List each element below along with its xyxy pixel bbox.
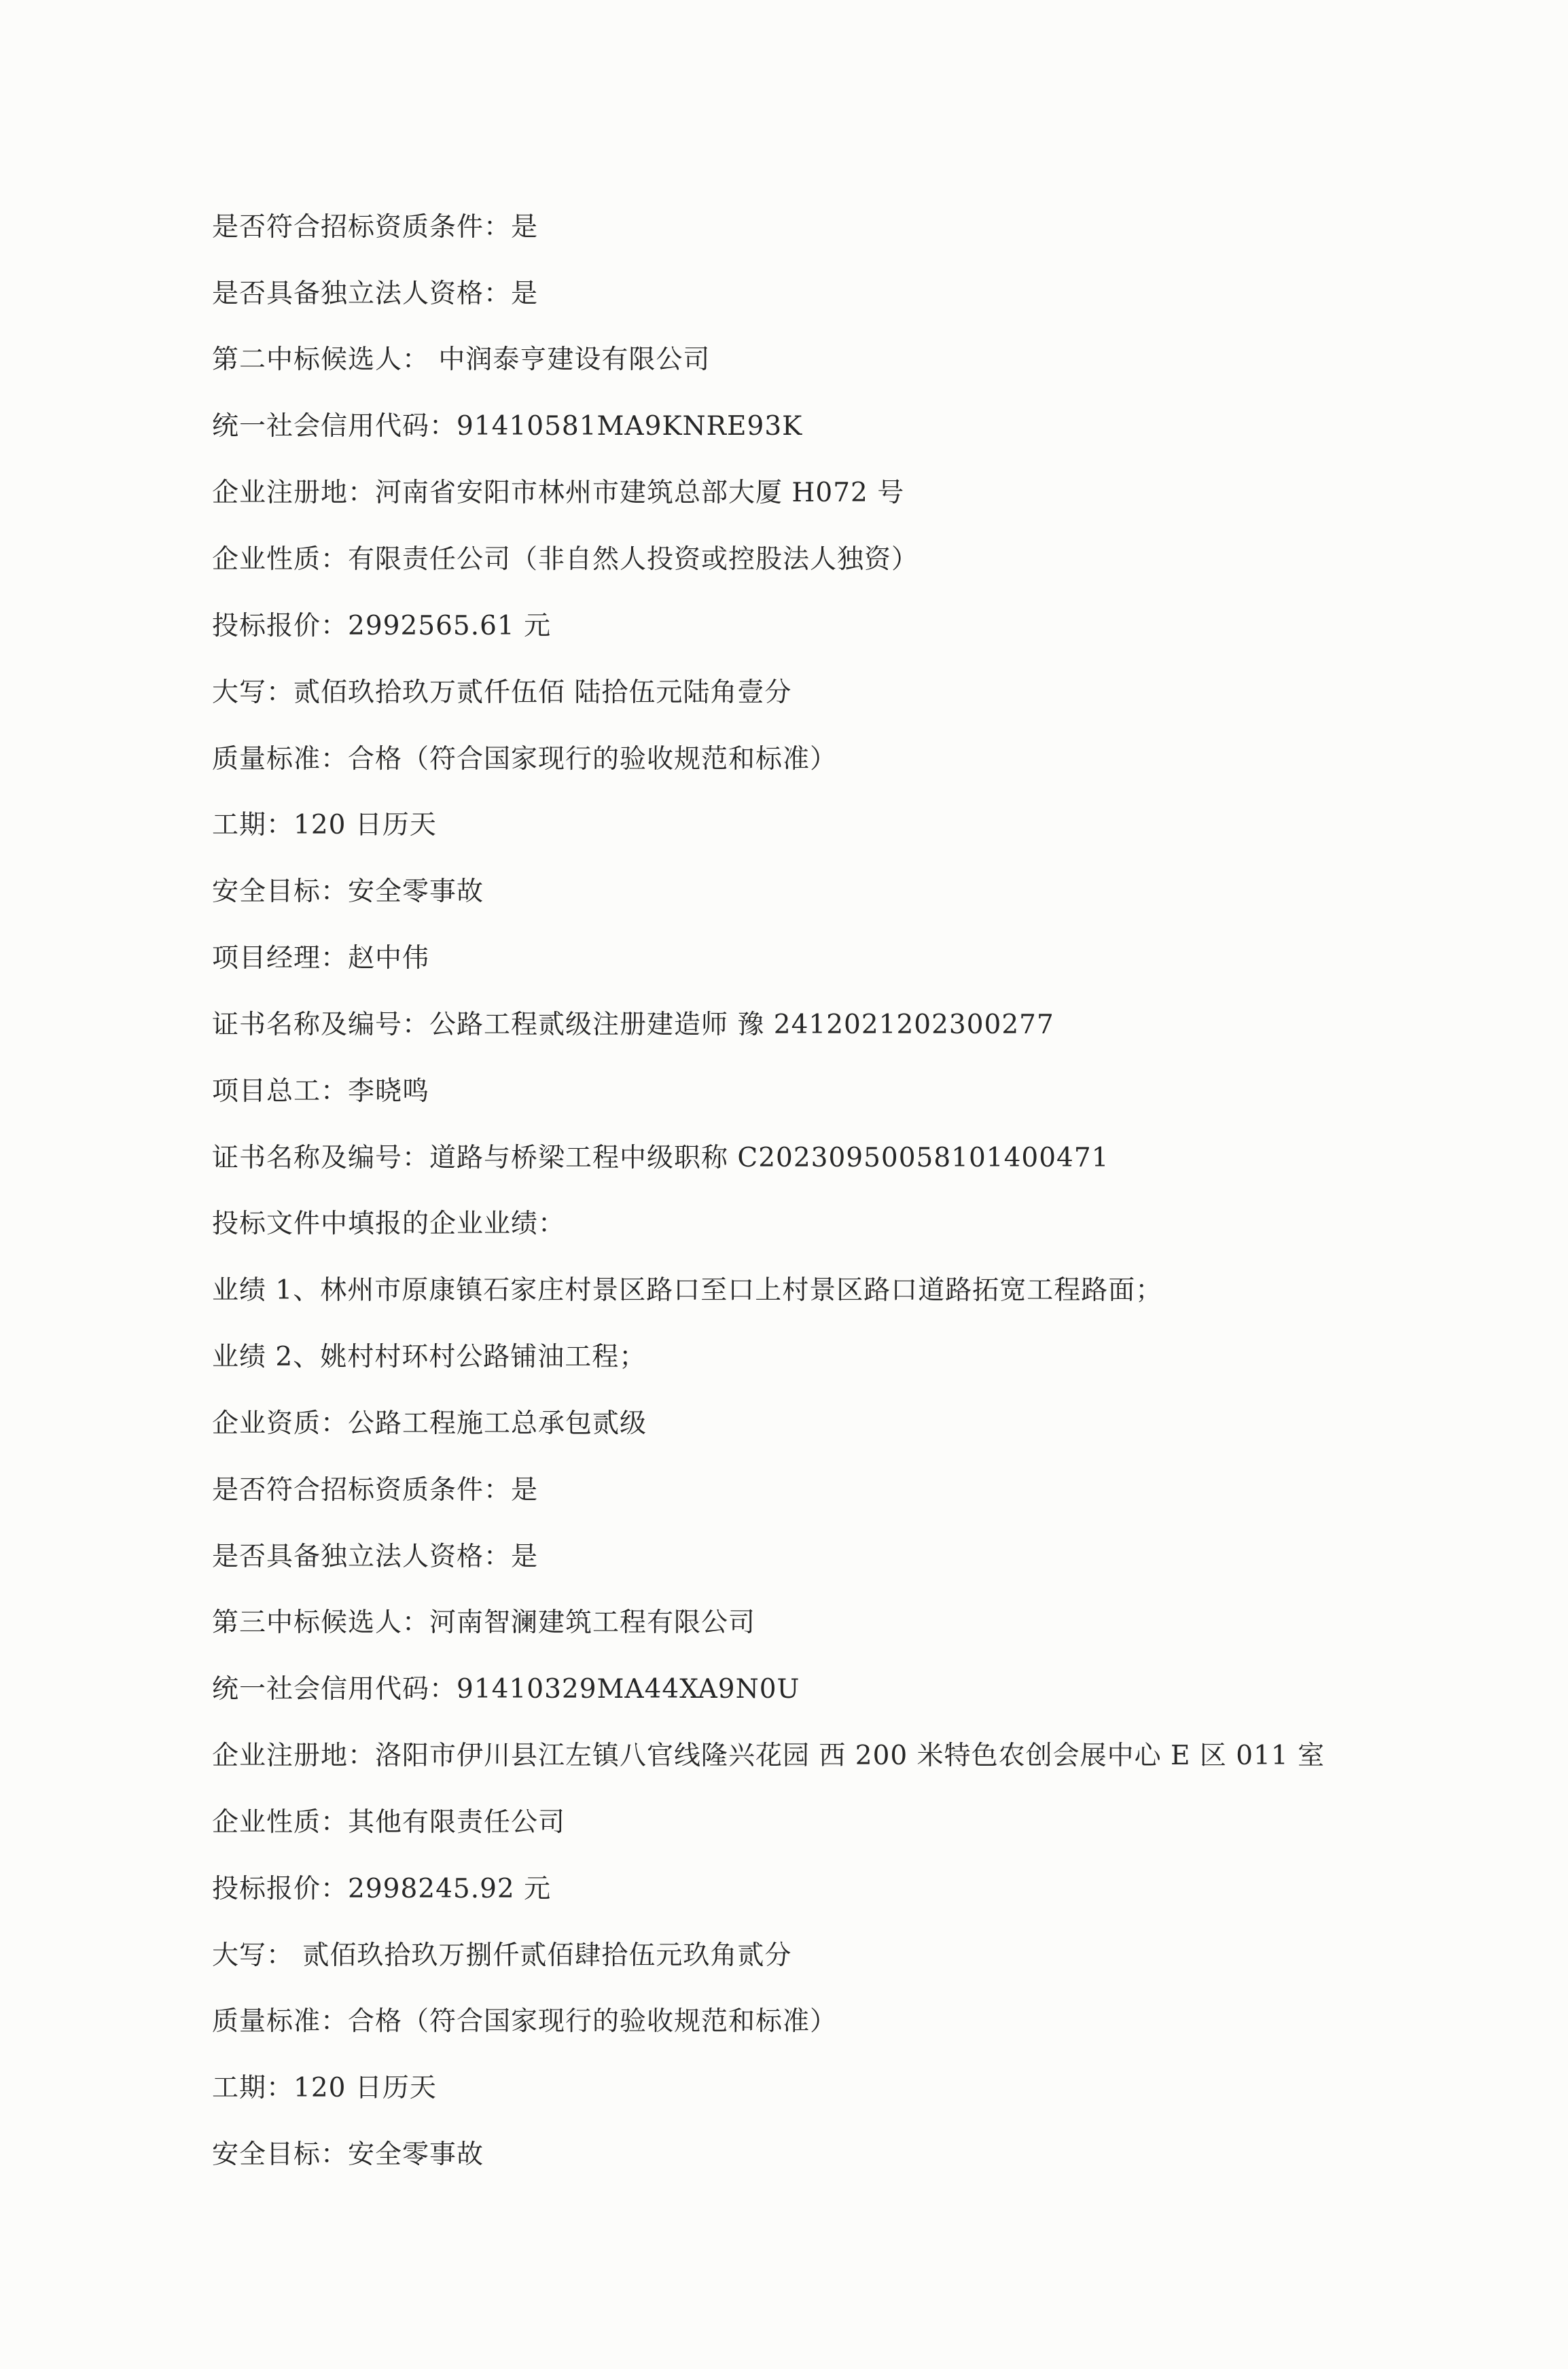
construction-period-line: 工期：120 日历天 — [212, 810, 437, 840]
company-type-line: 企业性质：有限责任公司（非自然人投资或控股法人独资） — [212, 544, 919, 575]
certificate-line: 证书名称及编号：公路工程贰级注册建造师 豫 2412021202300277 — [212, 1010, 1054, 1040]
credit-code-line: 统一社会信用代码：91410329MA44XA9N0U — [212, 1674, 800, 1705]
bid-price-capital-line: 大写：贰佰玖拾玖万贰仟伍佰 陆拾伍元陆角壹分 — [212, 677, 792, 708]
legal-person-status-line: 是否具备独立法人资格：是 — [212, 1542, 539, 1572]
safety-target-line: 安全目标：安全零事故 — [212, 876, 484, 907]
performance-item-line: 业绩 1、林州市原康镇石家庄村景区路口至口上村景区路口道路拓宽工程路面； — [212, 1275, 1163, 1306]
legal-person-status-line: 是否具备独立法人资格：是 — [212, 279, 539, 309]
quality-standard-line: 质量标准：合格（符合国家现行的验收规范和标准） — [212, 2006, 838, 2037]
quality-standard-line: 质量标准：合格（符合国家现行的验收规范和标准） — [212, 744, 838, 774]
bid-price-line: 投标报价：2992565.61 元 — [212, 611, 552, 641]
credit-code-line: 统一社会信用代码：91410581MA9KNRE93K — [212, 411, 803, 442]
qualification-compliance-line: 是否符合招标资质条件：是 — [212, 1475, 539, 1506]
bid-price-line: 投标报价：2998245.92 元 — [212, 1874, 552, 1904]
performance-item-line: 业绩 2、姚村村环村公路铺油工程； — [212, 1342, 647, 1372]
certificate-line: 证书名称及编号：道路与桥梁工程中级职称 C20230950058101400471 — [212, 1143, 1109, 1173]
qualification-compliance-line: 是否符合招标资质条件：是 — [212, 212, 539, 243]
performance-heading-line: 投标文件中填报的企业业绩： — [212, 1209, 566, 1239]
company-type-line: 企业性质：其他有限责任公司 — [212, 1807, 566, 1838]
chief-engineer-line: 项目总工：李晓鸣 — [212, 1076, 430, 1107]
safety-target-line: 安全目标：安全零事故 — [212, 2139, 484, 2170]
third-candidate-line: 第三中标候选人：河南智澜建筑工程有限公司 — [212, 1607, 756, 1638]
company-qualification-line: 企业资质：公路工程施工总承包贰级 — [212, 1408, 647, 1439]
registered-address-line: 企业注册地：河南省安阳市林州市建筑总部大厦 H072 号 — [212, 478, 905, 508]
construction-period-line: 工期：120 日历天 — [212, 2073, 437, 2103]
project-manager-line: 项目经理：赵中伟 — [212, 943, 430, 974]
bid-price-capital-line: 大写： 贰佰玖拾玖万捌仟贰佰肆拾伍元玖角贰分 — [212, 1940, 792, 1971]
second-candidate-line: 第二中标候选人： 中润泰亨建设有限公司 — [212, 344, 711, 375]
registered-address-line: 企业注册地：洛阳市伊川县江左镇八官线隆兴花园 西 200 米特色农创会展中心 E 区 011 室 — [212, 1741, 1325, 1771]
